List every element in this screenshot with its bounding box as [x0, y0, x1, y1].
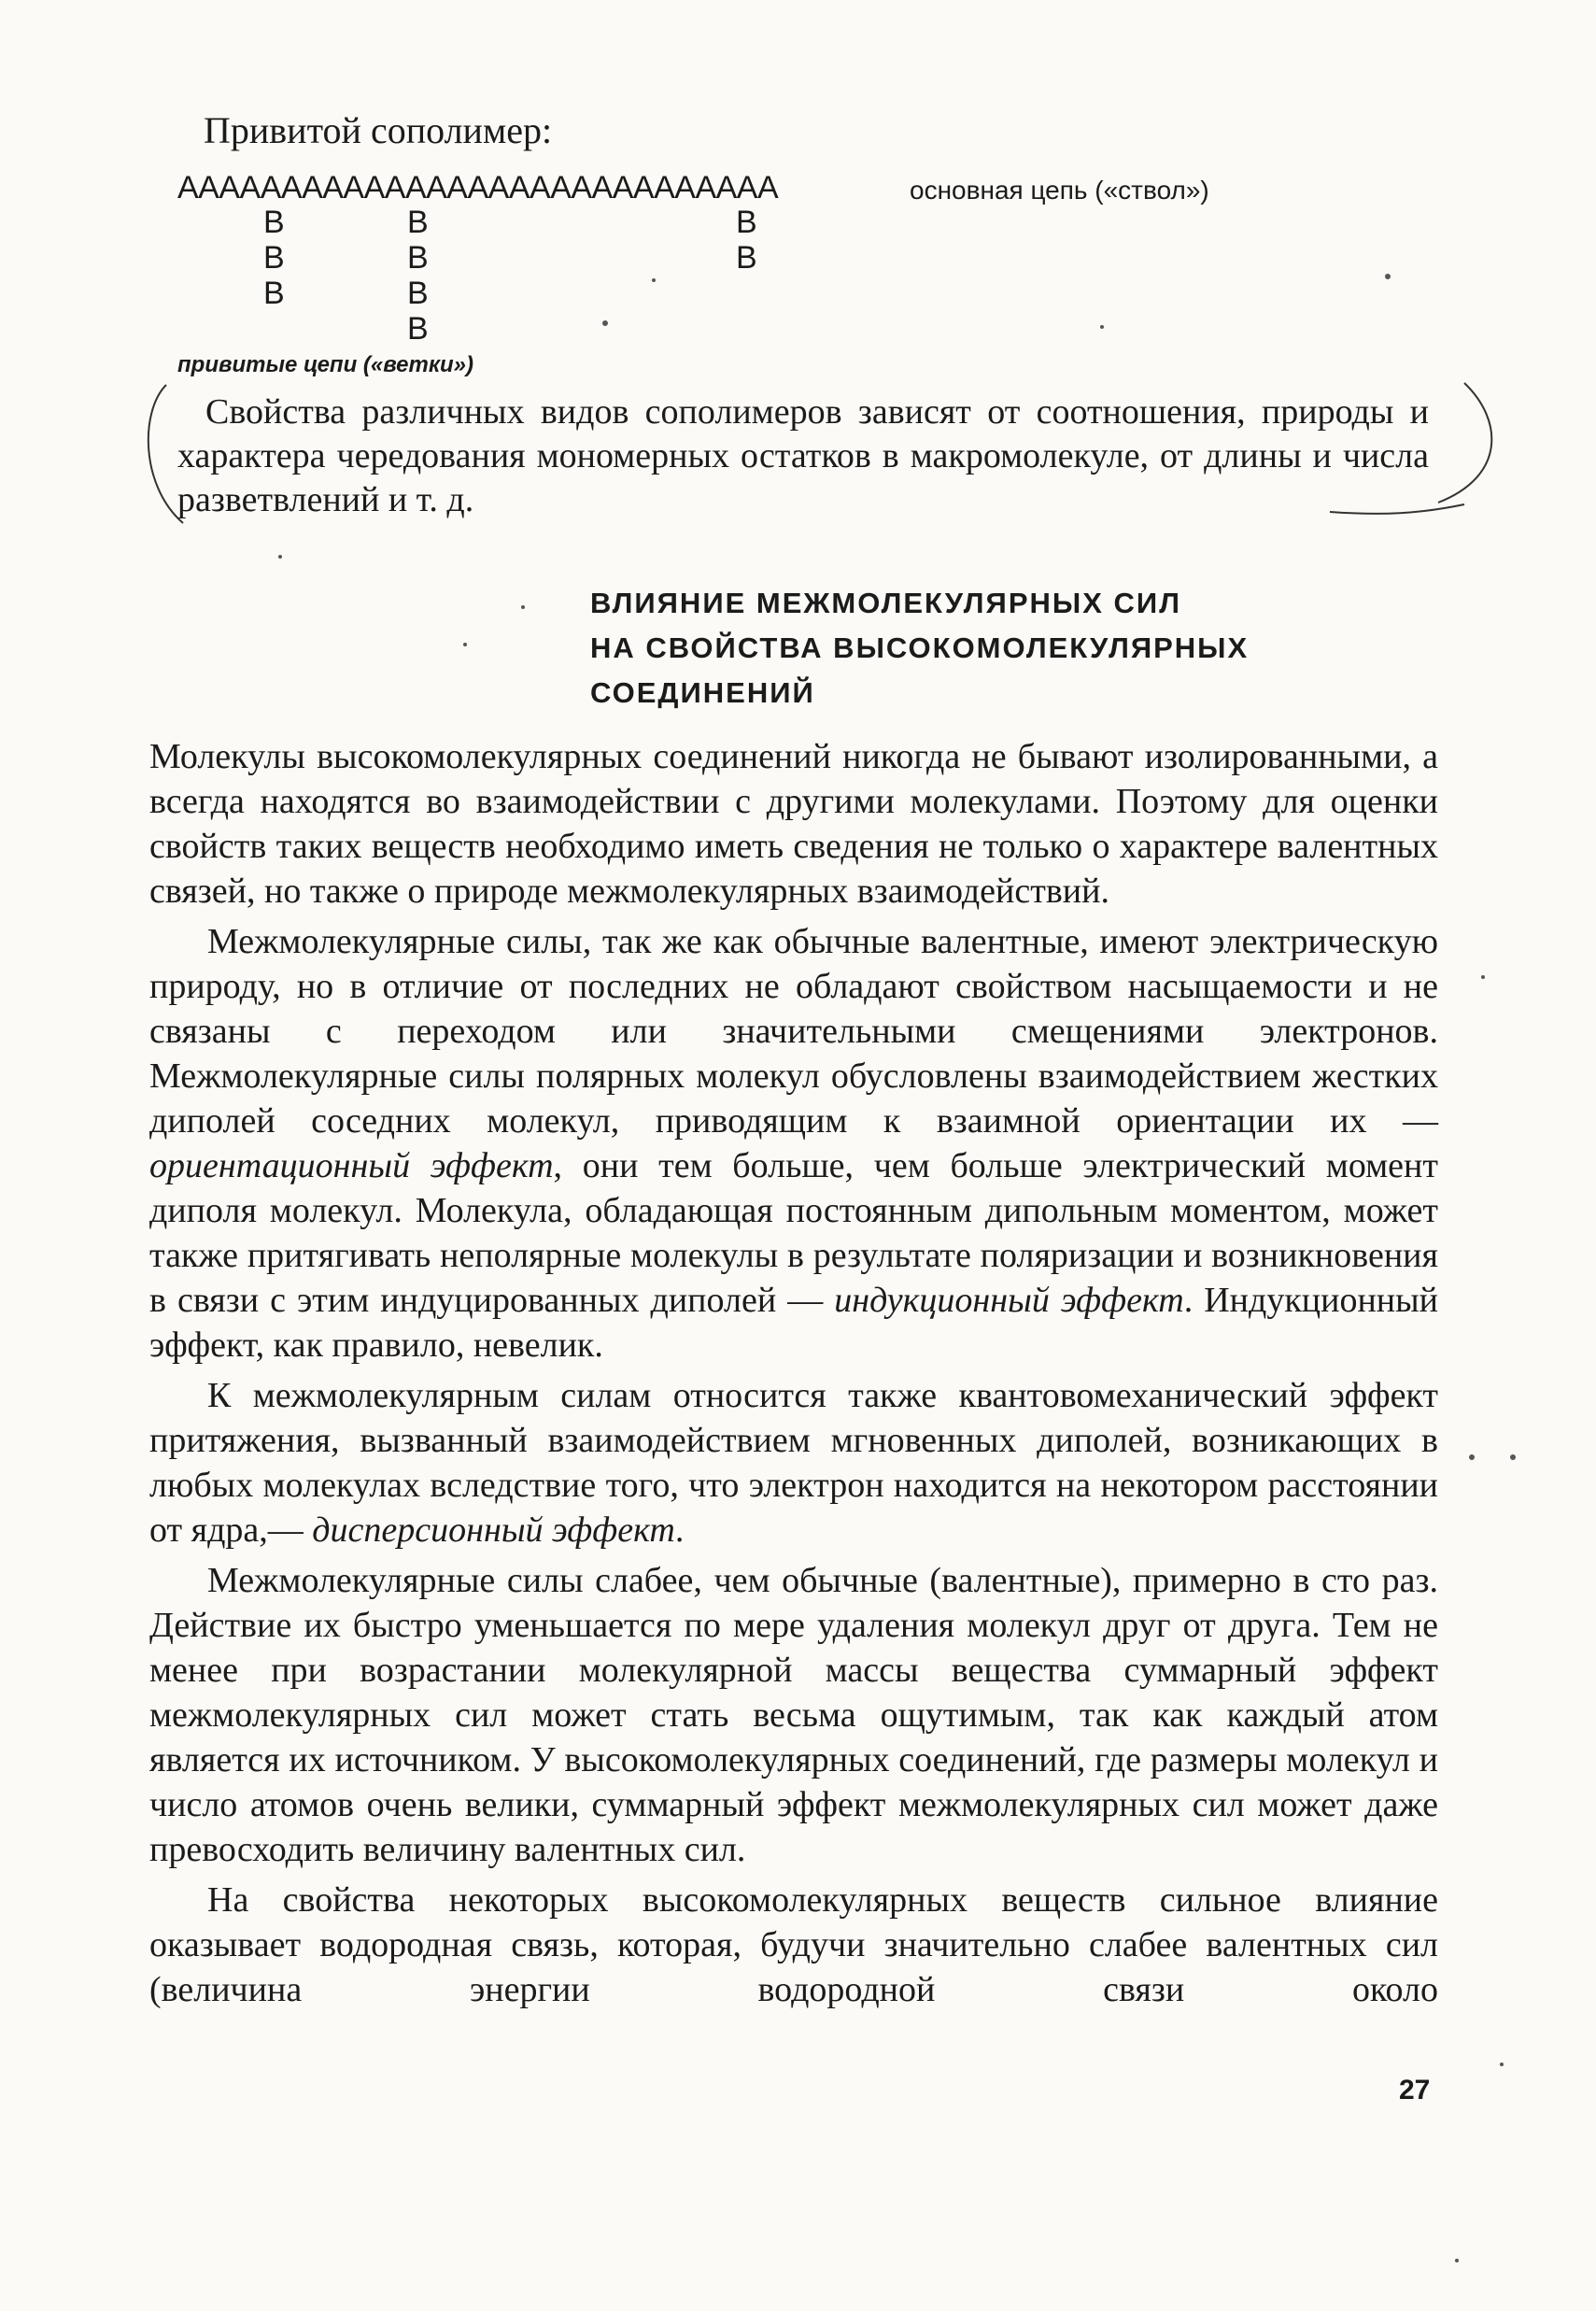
paragraph-3-part-b: .	[674, 1510, 685, 1550]
paragraph-1: Молекулы высокомолекулярных соединений никогда не бывают изолированными, а всегда находятся во взаимодействии с другими молекулами. Поэтому для оценки свойств таких веществ необходимо иметь сведения не только о характере валентных связей, но также о природе межмолекулярных взаимодействий.	[149, 737, 1438, 911]
body-text	[149, 734, 1438, 2018]
heading-line-1: ВЛИЯНИЕ МЕЖМОЛЕКУЛЯРНЫХ СИЛ	[590, 587, 1181, 619]
term-induction-effect: индукционный эффект	[834, 1281, 1184, 1320]
heading-line-2: НА СВОЙСТВА ВЫСОКОМОЛЕКУЛЯРНЫХ	[590, 631, 1250, 664]
paragraph-4: Межмолекулярные силы слабее, чем обычные (валентные), примерно в сто раз. Действие их быстро уменьшается по мере удаления молекул друг от друга. Тем не менее при возрастании молекулярной массы вещества суммарный эффект межмолекулярных сил может стать весьма ощутимым, так как каждый атом является их источником. У высокомолекулярных соединений, где размеры молекул и число атомов очень велики, суммарный эффект межмолекулярных сил может даже превосходить величину валентных сил.	[149, 1561, 1438, 1869]
main-chain-label: основная цепь («ствол»)	[910, 176, 1209, 205]
heading-line-3: СОЕДИНЕНИЙ	[590, 676, 815, 709]
paragraph-5: На свойства некоторых высокомолекулярных веществ сильное влияние оказывает водородная связь, которая, будучи значительно слабее валентных сил (величина энергии водородной связи около	[149, 1880, 1438, 2009]
main-chain: ААААААААААААААААААААААААААААА	[177, 170, 779, 206]
paragraph-2-part-b: , они тем больше, чем больше электрический момент диполя молекул. Молекула, обладающая постоянным дипольным моментом, может также притягивать неполярные молекулы в результате поляризации и возникновения в связи с этим индуцированных диполей —	[149, 1146, 1438, 1320]
page-number: 27	[1399, 2075, 1431, 2105]
branch-unit: В	[407, 276, 429, 311]
paragraph-2-part-a: Межмолекулярные силы, так же как обычные валентные, имеют электрическую природу, но в отличие от последних не обладают свойством насыщаемости и не связаны с переходом или значительными смещениями электронов. Межмолекулярные силы полярных молекул обусловлены взаимодействием жестких диполей соседних молекул, приводящим к взаимной ориентации их —	[149, 922, 1438, 1141]
branch-label: привитые цепи («ветки»)	[177, 352, 474, 377]
paragraph-3	[149, 1373, 1438, 1552]
branch-unit: В	[263, 276, 285, 311]
branch-unit: В	[736, 240, 757, 276]
paragraph-2-part-c: . Индукционный эффект, как правило, невелик.	[149, 1281, 1438, 1365]
branch-unit: В	[407, 240, 429, 276]
paragraph-2	[149, 919, 1438, 1368]
pen-bracket-right	[1438, 383, 1491, 503]
branch-unit: В	[263, 240, 285, 276]
term-dispersion-effect: дисперсионный эффект	[312, 1510, 675, 1550]
term-orientation-effect: ориентационный эффект	[149, 1146, 554, 1185]
branch-unit: В	[736, 205, 757, 240]
branch-unit: В	[407, 311, 429, 347]
branch-unit: В	[263, 205, 285, 240]
section-heading	[590, 581, 1375, 716]
summary-paragraph: Свойства различных видов сополимеров зависят от соотношения, природы и характера чередования мономерных остатков в макромолекуле, от длины и числа разветвлений и т. д.	[177, 392, 1429, 519]
branch-unit: В	[407, 205, 429, 240]
paragraph-3-part-a: К межмолекулярным силам относится также квантовомеханический эффект притяжения, вызванный взаимодействием мгновенных диполей, возникающих в любых молекулах вследствие того, что электрон находится на некотором расстоянии от ядра,—	[149, 1376, 1438, 1550]
diagram-title: Привитой сополимер:	[204, 109, 553, 151]
